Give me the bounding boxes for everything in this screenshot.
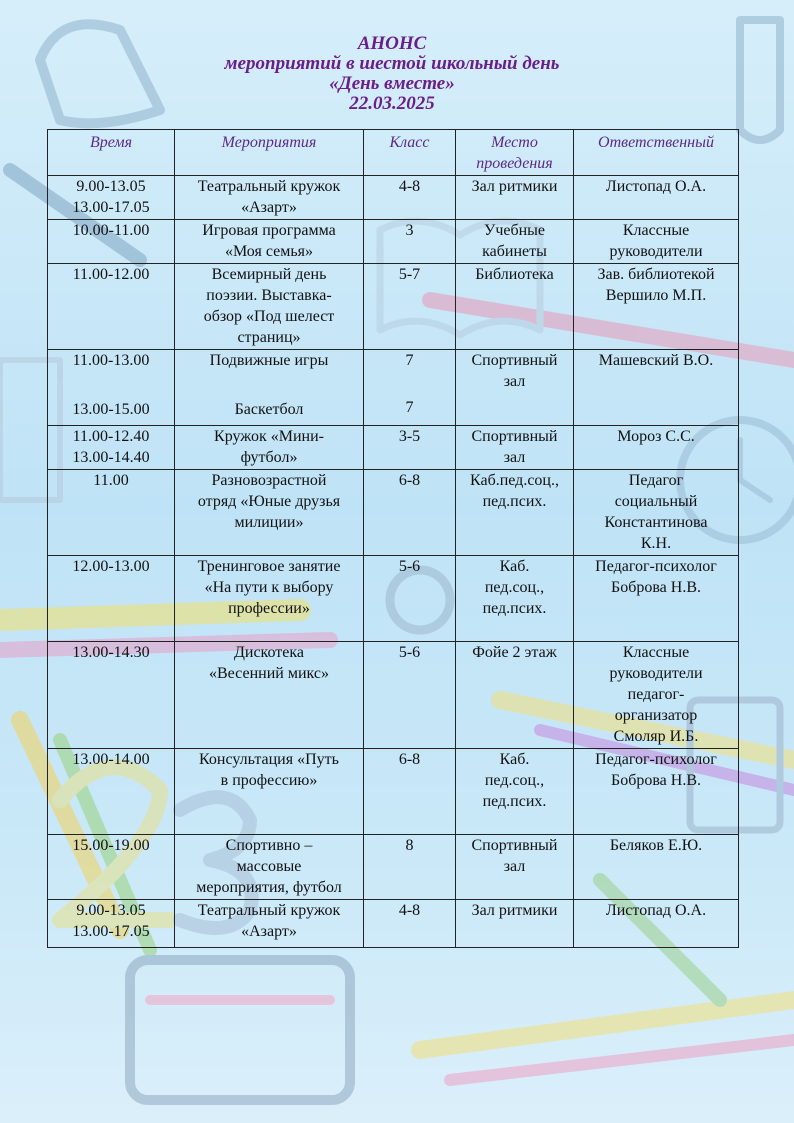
time-slot-2: 13.00-15.00 [72,401,150,418]
responsible-cell: Классные руководители педагог- организатор Смоляр И.Б. [574,642,739,749]
grade-slot-2: 7 [405,399,414,416]
event-cell: Театральный кружок «Азарт» [175,900,364,948]
place-cell: Каб.пед.соц., пед.псих. [456,470,574,556]
grade-cell: 4-8 [364,900,456,948]
place-cell: Спортивный зал [456,350,574,426]
announcement-subtitle: мероприятий в шестой школьный день [224,53,560,74]
column-header-place: Место проведения [456,130,574,176]
table-row [48,749,739,835]
table-header-row [48,130,739,176]
place-cell: Каб. пед.соц., пед.псих. [456,749,574,835]
grade-cell [364,350,456,426]
event-cell: Спортивно – массовые мероприятия, футбол [175,835,364,900]
grade-cell: 4-8 [364,176,456,220]
time-cell: 12.00-13.00 [48,556,175,642]
responsible-cell: Листопад О.А. [574,900,739,948]
responsible-cell: Классные руководители [574,220,739,264]
time-cell: 11.00 [48,470,175,556]
time-cell: 9.00-13.05 13.00-17.05 [48,900,175,948]
place-cell: Каб. пед.соц., пед.псих. [456,556,574,642]
time-cell: 9.00-13.05 13.00-17.05 [48,176,175,220]
time-cell: 10.00-11.00 [48,220,175,264]
event-cell: Дискотека «Весенний микс» [175,642,364,749]
event-day-name: «День вместе» [329,73,455,94]
table-row [48,176,739,220]
responsible-cell: Мороз С.С. [574,426,739,470]
event-cell: Консультация «Путь в профессию» [175,749,364,835]
table-row [48,470,739,556]
schoolbag-doodle [130,960,350,1100]
test-tube-doodle [740,20,780,140]
event-cell: Театральный кружок «Азарт» [175,176,364,220]
column-header-grade: Класс [364,130,456,176]
place-cell: Спортивный зал [456,426,574,470]
table-row [48,426,739,470]
time-cell: 11.00-12.40 13.00-14.40 [48,426,175,470]
time-cell [48,350,175,426]
responsible-cell: Зав. библиотекой Вершило М.П. [574,264,739,350]
table-row [48,556,739,642]
time-cell: 13.00-14.00 [48,749,175,835]
responsible-cell: Педагог социальный Константинова К.Н. [574,470,739,556]
event-cell: Игровая программа «Моя семья» [175,220,364,264]
place-cell: Учебные кабинеты [456,220,574,264]
place-cell: Библиотека [456,264,574,350]
column-header-responsible: Ответственный [574,130,739,176]
event-date: 22.03.2025 [349,93,435,114]
event-cell: Разновозрастной отряд «Юные друзья милиции» [175,470,364,556]
event-cell: Всемирный день поэзии. Выставка- обзор «Под шелест страниц» [175,264,364,350]
table-row [48,350,739,426]
table-row [48,264,739,350]
column-header-event: Мероприятия [175,130,364,176]
grade-cell: 8 [364,835,456,900]
schedule-table [47,129,739,948]
event-slot-1: Подвижные игры [209,352,329,369]
time-cell: 11.00-12.00 [48,264,175,350]
grade-slot-1: 7 [405,352,414,369]
place-cell: Спортивный зал [456,835,574,900]
responsible-cell: Машевский В.О. [574,350,739,426]
grade-cell: 6-8 [364,470,456,556]
place-cell: Фойе 2 этаж [456,642,574,749]
grade-cell: 5-6 [364,556,456,642]
column-header-time: Время [48,130,175,176]
table-row [48,220,739,264]
time-slot-1: 11.00-13.00 [72,352,150,369]
event-slot-2: Баскетбол [234,401,304,418]
table-row [48,900,739,948]
responsible-cell: Педагог-психолог Боброва Н.В. [574,556,739,642]
table-row [48,835,739,900]
table-row [48,642,739,749]
place-cell: Зал ритмики [456,176,574,220]
announcement-header [47,34,737,114]
responsible-cell: Беляков Е.Ю. [574,835,739,900]
event-cell: Тренинговое занятие «На пути к выбору профессии» [175,556,364,642]
event-cell [175,350,364,426]
responsible-cell: Листопад О.А. [574,176,739,220]
grade-cell: 5-6 [364,642,456,749]
responsible-cell: Педагог-психолог Боброва Н.В. [574,749,739,835]
event-cell: Кружок «Мини- футбол» [175,426,364,470]
grade-cell: 3-5 [364,426,456,470]
grade-cell: 6-8 [364,749,456,835]
grade-cell: 3 [364,220,456,264]
grade-cell: 5-7 [364,264,456,350]
time-cell: 15.00-19.00 [48,835,175,900]
place-cell: Зал ритмики [456,900,574,948]
time-cell: 13.00-14.30 [48,642,175,749]
announcement-title: АНОНС [357,33,427,54]
